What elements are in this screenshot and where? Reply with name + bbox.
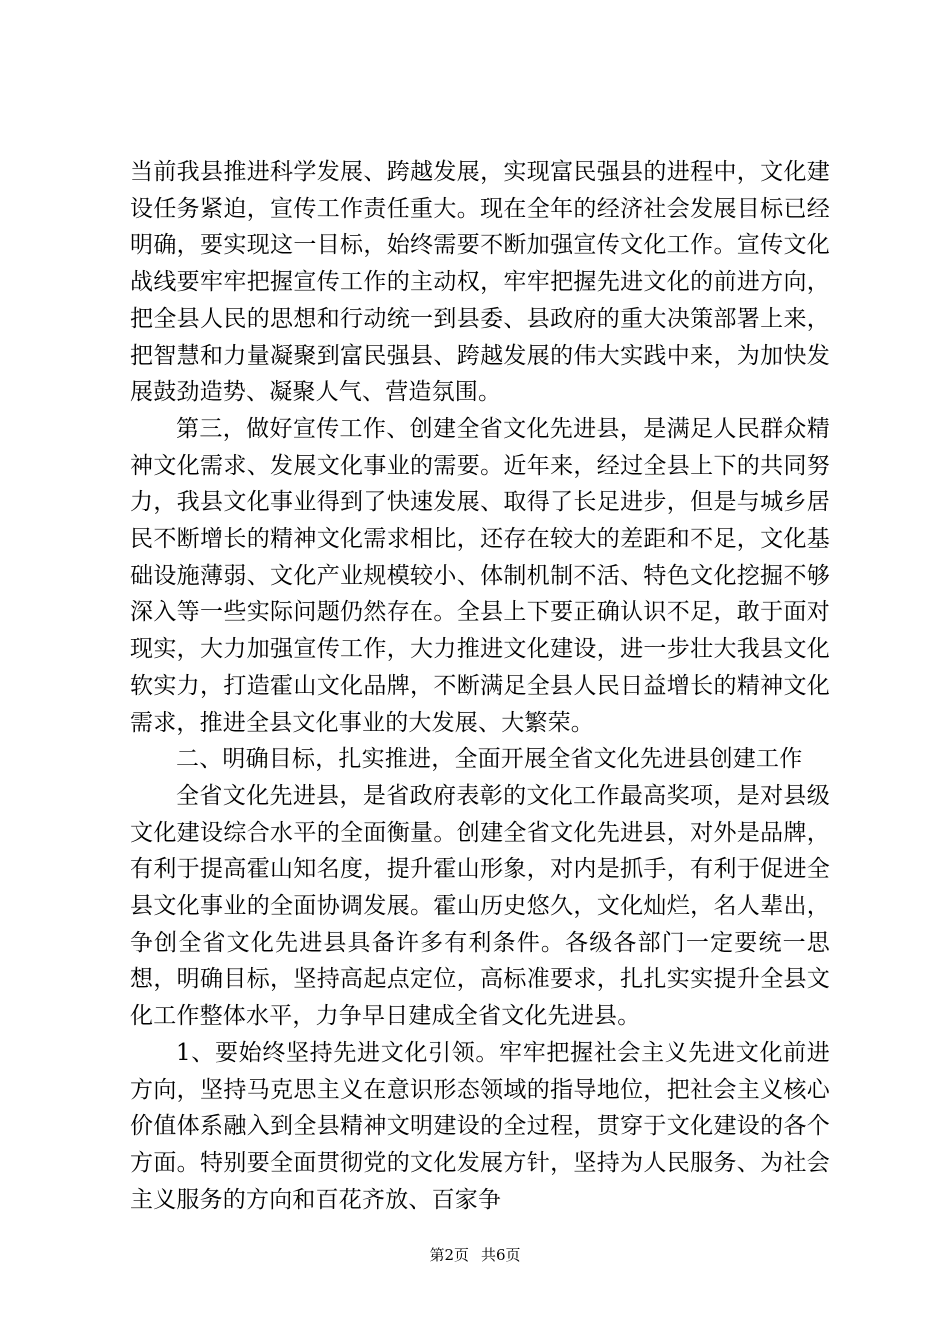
paragraph-4: 1、要始终坚持先进文化引领。牢牢把握社会主义先进文化前进方向，坚持马克思主义在意识形态领域的指导地位，把社会主义核心价值体系融入到全县精神文明建设的全过程，贯穿于文化建设的各个方面。特别要全面贯彻党的文化发展方针，坚持为人民服务、为社会主义服务的方向和百花齐放、百家争: [130, 1039, 830, 1213]
page-total: 共6页: [481, 1246, 521, 1264]
paragraph-1: 当前我县推进科学发展、跨越发展，实现富民强县的进程中，文化建设任务紧迫，宣传工作责任重大。现在全年的经济社会发展目标已经明确，要实现这一目标，始终需要不断加强宣传文化工作。宣传文化战线要牢牢把握宣传工作的主动权，牢牢把握先进文化的前进方向，把全县人民的思想和行动统一到县委、县政府的重大决策部署上来，把智慧和力量凝聚到富民强县、跨越发展的伟大实践中来，为加快发展鼓劲造势、凝聚人气、营造氛围。: [130, 159, 830, 406]
paragraph-3: 全省文化先进县，是省政府表彰的文化工作最高奖项，是对县级文化建设综合水平的全面衡量。创建全省文化先进县，对外是品牌，有利于提高霍山知名度，提升霍山形象，对内是抓手，有利于促进全县文化事业的全面协调发展。霍山历史悠久，文化灿烂，名人辈出，争创全省文化先进县具备许多有利条件。各级各部门一定要统一思想，明确目标，坚持高起点定位，高标准要求，扎扎实实提升全县文化工作整体水平，力争早日建成全省文化先进县。: [130, 782, 830, 1030]
paragraph-2: 第三，做好宣传工作、创建全省文化先进县，是满足人民群众精神文化需求、发展文化事业的需要。近年来，经过全县上下的共同努力，我县文化事业得到了快速发展、取得了长足进步，但是与城乡居民不断增长的精神文化需求相比，还存在较大的差距和不足，文化基础设施薄弱、文化产业规模较小、体制机制不活、特色文化挖掘不够深入等一些实际问题仍然存在。全县上下要正确认识不足，敢于面对现实，大力加强宣传工作，大力推进文化建设，进一步壮大我县文化软实力，打造霍山文化品牌，不断满足全县人民日益增长的精神文化需求，推进全县文化事业的大发展、大繁荣。: [130, 415, 830, 736]
page-number: 第2页: [429, 1246, 469, 1264]
page-footer: [0, 1245, 950, 1265]
document-body: [130, 154, 830, 1218]
section-heading-2: 二、明确目标，扎实推进，全面开展全省文化先进县创建工作: [176, 746, 803, 773]
